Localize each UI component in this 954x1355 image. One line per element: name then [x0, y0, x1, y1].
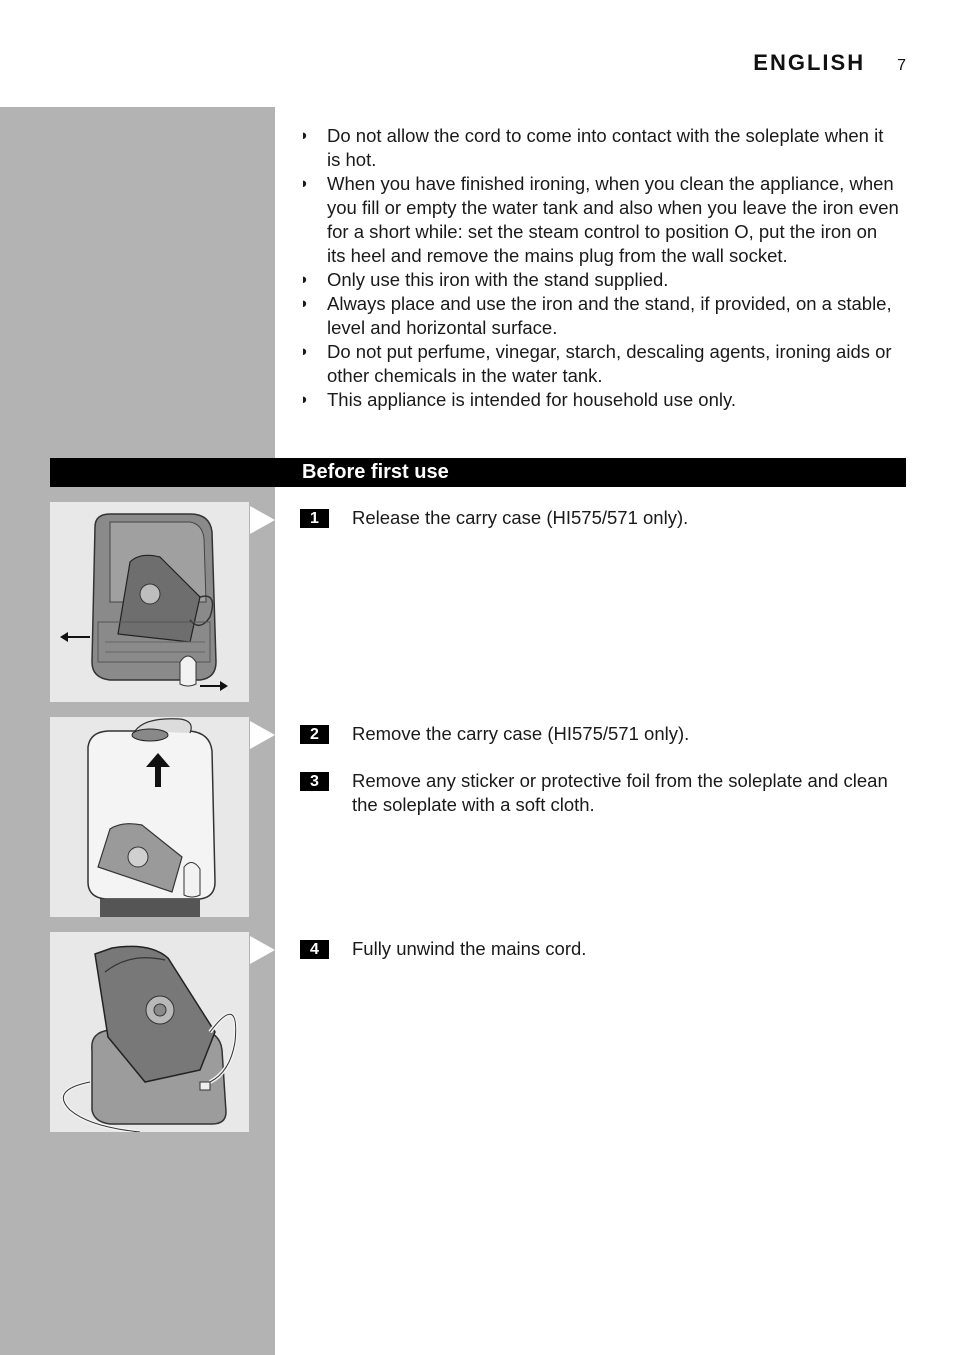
step-1 — [300, 506, 900, 530]
step-3 — [300, 769, 900, 817]
step-text: Remove any sticker or protective foil from the soleplate and clean the soleplate with a soft cloth. — [352, 770, 888, 815]
page-number: 7 — [897, 57, 906, 74]
figure-pointer — [250, 721, 275, 749]
language-label: ENGLISH — [753, 50, 866, 75]
list-item — [300, 172, 900, 268]
page-header — [753, 50, 906, 76]
step-2 — [300, 722, 900, 746]
bullet-text: When you have finished ironing, when you clean the appliance, when you fill or empty the water tank and also when you leave the iron even for a short while: set the steam control to position O, put the iron on its heel and remove the mains plug from the wall socket. — [327, 173, 899, 266]
bullet-text: Do not put perfume, vinegar, starch, descaling agents, ironing aids or other chemicals in the water tank. — [327, 341, 892, 386]
triangle-bullet-icon: ◗ — [300, 391, 310, 408]
carry-case-release-illustration — [50, 502, 249, 702]
bullet-text: Always place and use the iron and the stand, if provided, on a stable, level and horizontal surface. — [327, 293, 892, 338]
triangle-bullet-icon: ◗ — [300, 271, 310, 288]
iron-on-stand-illustration — [50, 932, 249, 1132]
step-number-badge: 3 — [300, 772, 329, 791]
list-item — [300, 340, 900, 388]
bullet-text: Do not allow the cord to come into contact with the soleplate when it is hot. — [327, 125, 884, 170]
list-item — [300, 388, 900, 412]
step-number-badge: 2 — [300, 725, 329, 744]
step-text: Remove the carry case (HI575/571 only). — [352, 723, 690, 744]
step-4 — [300, 937, 900, 961]
triangle-bullet-icon: ◗ — [300, 127, 310, 144]
triangle-bullet-icon: ◗ — [300, 175, 310, 192]
step-text: Fully unwind the mains cord. — [352, 938, 587, 959]
triangle-bullet-icon: ◗ — [300, 295, 310, 312]
carry-case-lift-illustration — [50, 717, 249, 917]
figure-pointer — [250, 936, 275, 964]
section-title: Before first use — [302, 461, 449, 483]
safety-bullet-list — [300, 124, 900, 412]
triangle-bullet-icon: ◗ — [300, 343, 310, 360]
list-item — [300, 124, 900, 172]
bullet-text: Only use this iron with the stand supplied. — [327, 269, 669, 290]
list-item — [300, 292, 900, 340]
step-number-badge: 1 — [300, 509, 329, 528]
step-text: Release the carry case (HI575/571 only). — [352, 507, 689, 528]
section-heading-bar — [50, 458, 906, 487]
bullet-text: This appliance is intended for household use only. — [327, 389, 736, 410]
list-item — [300, 268, 900, 292]
figure-pointer — [250, 506, 275, 534]
step-number-badge: 4 — [300, 940, 329, 959]
